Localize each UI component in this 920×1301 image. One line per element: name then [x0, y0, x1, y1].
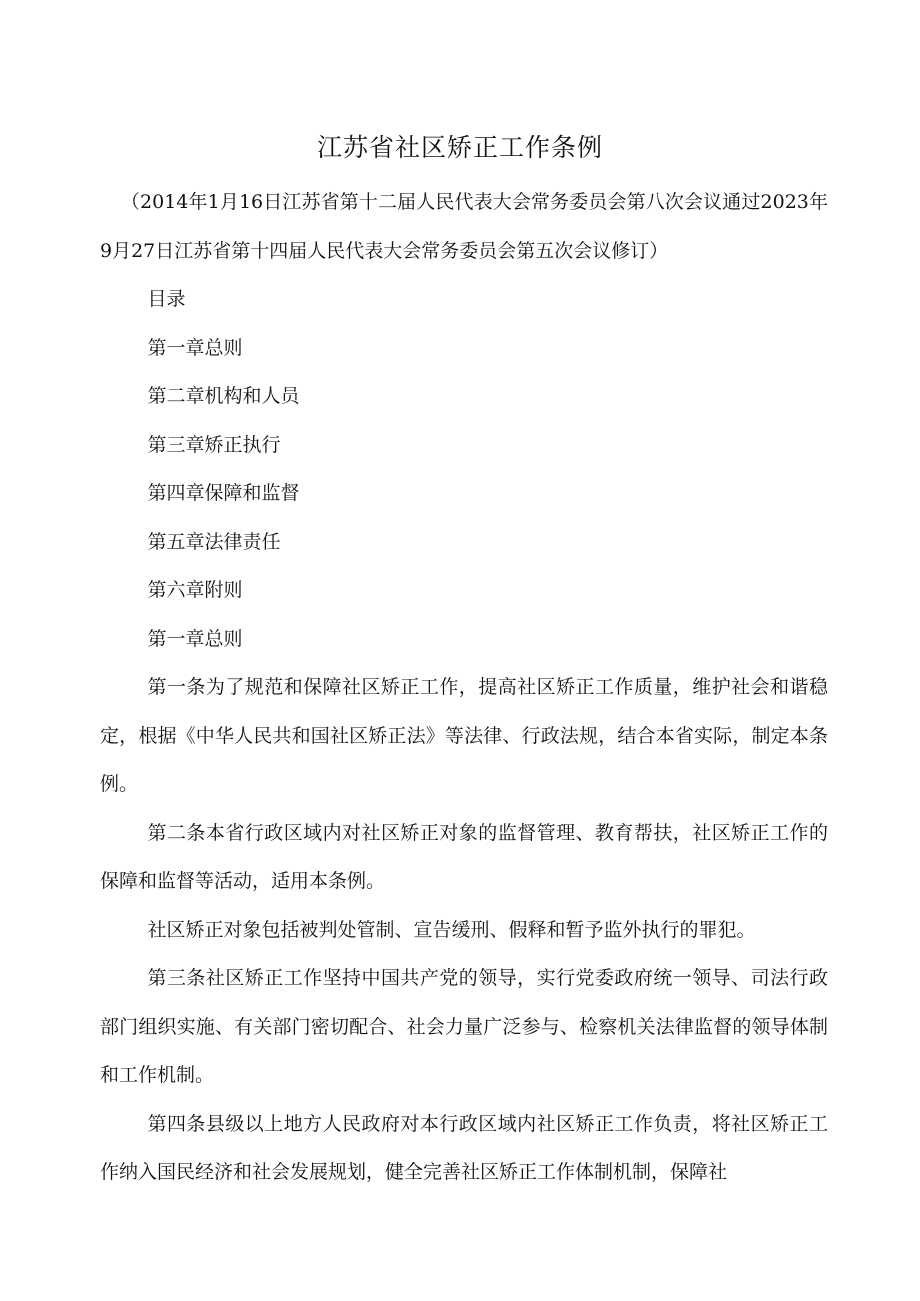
toc-item-chapter-5: 第五章法律责任 [147, 530, 281, 553]
article-2-clause: 社区矫正对象包括被判处管制、宣告缓刑、假释和暂予监外执行的罪犯。 [147, 918, 756, 941]
toc-item-chapter-4: 第四章保障和监督 [147, 482, 300, 504]
document-title: 江苏省社区矫正工作条例 [316, 133, 603, 162]
article-4: 第四条县级以上地方人民政府对本行政区域内社区矫正工作负责，将社区矫正工作纳入国民经济和社会发展规划，健全完善社区矫正工作体制机制，保障社 [100, 1112, 828, 1183]
toc-item-chapter-1: 第一章总则 [147, 336, 243, 359]
chapter-heading: 第一章总则 [147, 627, 243, 650]
article-2: 第二条本省行政区域内对社区矫正对象的监督管理、教育帮扶，社区矫正工作的保障和监督等活动，适用本条例。 [100, 821, 828, 892]
enactment-note: （2014年1月16日江苏省第十二届人民代表大会常务委员会第八次会议通过2023年9月27日江苏省第十四届人民代表大会常务委员会第五次会议修订） [100, 191, 828, 262]
article-3: 第三条社区矫正工作坚持中国共产党的领导，实行党委政府统一领导、司法行政部门组织实施、有关部门密切配合、社会力量广泛参与、检察机关法律监督的领导体制和工作机制。 [100, 967, 828, 1086]
document-body [100, 178, 828, 1197]
article-1: 第一条为了规范和保障社区矫正工作，提高社区矫正工作质量，维护社会和谐稳定，根据《中华人民共和国社区矫正法》等法律、行政法规，结合本省实际，制定本条例。 [100, 676, 828, 795]
toc-heading: 目录 [147, 288, 186, 310]
toc-item-chapter-2: 第二章机构和人员 [147, 385, 300, 407]
toc-item-chapter-3: 第三章矫正执行 [147, 433, 281, 456]
toc-item-chapter-6: 第六章附则 [147, 579, 243, 601]
